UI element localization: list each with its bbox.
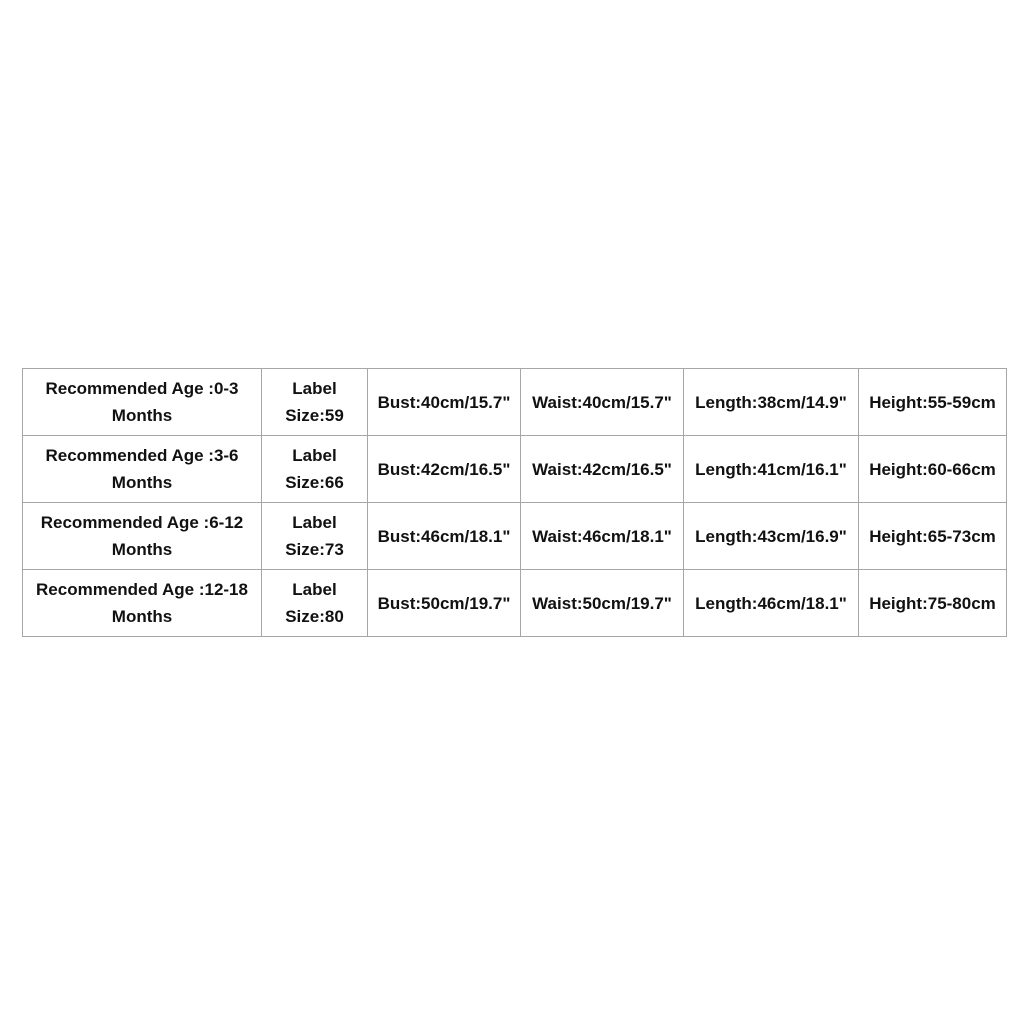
height-cell: Height:55-59cm [859, 369, 1007, 436]
waist-cell: Waist:42cm/16.5" [521, 436, 684, 503]
age-line: Recommended Age :6-12 [40, 513, 244, 532]
waist-cell: Waist:46cm/18.1" [521, 503, 684, 570]
label-size-cell [262, 503, 368, 570]
size-line: Size:73 [285, 540, 344, 559]
age-unit-line: Months [111, 473, 173, 492]
height-cell: Height:65-73cm [859, 503, 1007, 570]
bust-cell: Bust:50cm/19.7" [368, 570, 521, 637]
bust-cell: Bust:42cm/16.5" [368, 436, 521, 503]
age-line: Recommended Age :0-3 [45, 379, 239, 398]
age-line: Recommended Age :3-6 [45, 446, 239, 465]
waist-cell: Waist:40cm/15.7" [521, 369, 684, 436]
age-line: Recommended Age :12-18 [36, 580, 248, 599]
age-cell [23, 503, 262, 570]
length-cell: Length:46cm/18.1" [684, 570, 859, 637]
label-line: Label [292, 580, 337, 599]
bust-cell: Bust:46cm/18.1" [368, 503, 521, 570]
age-unit-line: Months [111, 406, 173, 425]
length-cell: Length:43cm/16.9" [684, 503, 859, 570]
label-line: Label [292, 379, 337, 398]
size-chart-table [22, 368, 1007, 637]
age-unit-line: Months [111, 540, 173, 559]
height-cell: Height:60-66cm [859, 436, 1007, 503]
age-unit-line: Months [111, 607, 173, 626]
size-line: Size:59 [285, 406, 344, 425]
label-size-cell [262, 369, 368, 436]
length-cell: Length:38cm/14.9" [684, 369, 859, 436]
label-line: Label [292, 446, 337, 465]
height-cell: Height:75-80cm [859, 570, 1007, 637]
length-cell: Length:41cm/16.1" [684, 436, 859, 503]
age-cell [23, 570, 262, 637]
size-line: Size:80 [285, 607, 344, 626]
table-row [23, 436, 1007, 503]
size-line: Size:66 [285, 473, 344, 492]
table-row [23, 570, 1007, 637]
label-size-cell [262, 570, 368, 637]
label-size-cell [262, 436, 368, 503]
label-line: Label [292, 513, 337, 532]
bust-cell: Bust:40cm/15.7" [368, 369, 521, 436]
age-cell [23, 436, 262, 503]
waist-cell: Waist:50cm/19.7" [521, 570, 684, 637]
table-row [23, 503, 1007, 570]
table-row [23, 369, 1007, 436]
age-cell [23, 369, 262, 436]
